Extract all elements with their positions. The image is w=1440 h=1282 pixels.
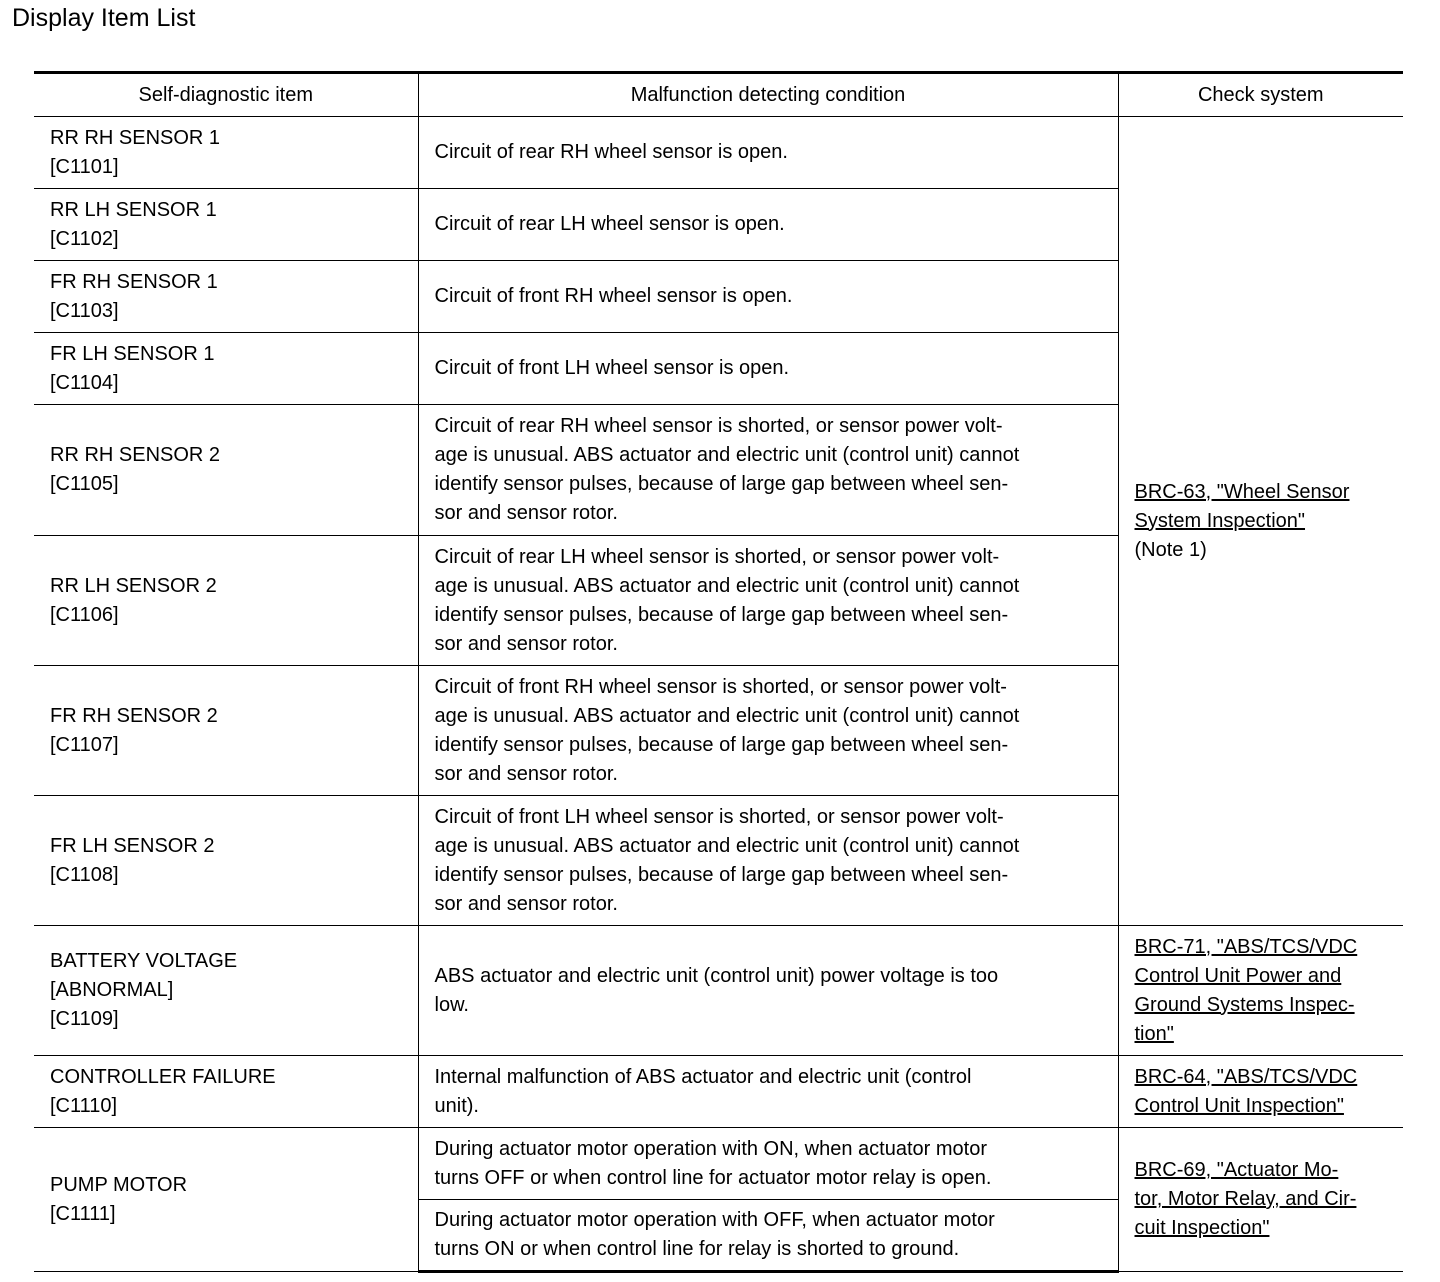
text-line: [C1104] (50, 371, 119, 394)
text-line: FR RH SENSOR 2 (50, 704, 218, 727)
check-system (1118, 1128, 1403, 1272)
link-line[interactable]: tion" (1134, 1022, 1174, 1045)
malfunction-condition (418, 1056, 1118, 1128)
malfunction-condition (418, 1200, 1118, 1272)
text-line: sor and sensor rotor. (434, 502, 618, 524)
text-line: [C1106] (50, 603, 119, 626)
link-line[interactable]: BRC-64, "ABS/TCS/VDC (1134, 1065, 1358, 1088)
text-line: [C1105] (50, 473, 119, 495)
check-system (1118, 117, 1403, 926)
table-header-row (34, 73, 1403, 117)
text-line: RR RH SENSOR 1 (50, 126, 221, 149)
text-line: [C1108] (50, 863, 119, 886)
self-diagnostic-item (34, 926, 418, 1056)
text-line: Circuit of rear RH wheel sensor is shorted, or sensor power volt- (434, 415, 1003, 437)
malfunction-condition (418, 189, 1118, 261)
text-line: sor and sensor rotor. (434, 762, 618, 785)
text-line: [ABNORMAL] (50, 979, 174, 1001)
text-line: identify sensor pulses, because of large gap between wheel sen- (434, 863, 1009, 886)
text-line: Circuit of rear RH wheel sensor is open. (434, 141, 788, 163)
text-line: PUMP MOTOR (50, 1173, 188, 1196)
text-line: RR LH SENSOR 1 (50, 198, 217, 221)
self-diagnostic-item (34, 1128, 418, 1272)
text-line: [C1110] (50, 1094, 118, 1117)
self-diagnostic-item (34, 666, 418, 796)
text-line: age is unusual. ABS actuator and electric unit (control unit) cannot (434, 444, 1020, 466)
self-diagnostic-item (34, 189, 418, 261)
text-line: [C1111] (50, 1202, 116, 1225)
text-line: age is unusual. ABS actuator and electric unit (control unit) cannot (434, 834, 1020, 857)
text-line: [C1109] (50, 1008, 119, 1030)
text-line: Internal malfunction of ABS actuator and electric unit (control (434, 1065, 972, 1088)
link-line[interactable]: System Inspection" (1134, 509, 1306, 532)
text-line: sor and sensor rotor. (434, 632, 618, 655)
link-line[interactable]: Control Unit Power and (1134, 964, 1342, 987)
text-line: [C1107] (50, 733, 119, 756)
self-diagnostic-item (34, 1056, 418, 1128)
display-item-table (34, 71, 1403, 1273)
link-line[interactable]: BRC-63, "Wheel Sensor (1134, 480, 1350, 503)
text-line: age is unusual. ABS actuator and electric unit (control unit) cannot (434, 704, 1020, 727)
malfunction-condition (418, 796, 1118, 926)
text-line: turns ON or when control line for relay is shorted to ground. (434, 1238, 960, 1260)
text-line: identify sensor pulses, because of large gap between wheel sen- (434, 733, 1009, 756)
text-line: FR LH SENSOR 2 (50, 834, 215, 857)
text-line: age is unusual. ABS actuator and electric unit (control unit) cannot (434, 574, 1020, 597)
table-row (34, 1056, 1403, 1128)
self-diagnostic-item (34, 261, 418, 333)
self-diagnostic-item (34, 536, 418, 666)
text-line: Circuit of rear LH wheel sensor is open. (434, 213, 785, 235)
text-line: RR LH SENSOR 2 (50, 574, 217, 597)
text-line: FR RH SENSOR 1 (50, 270, 218, 293)
self-diagnostic-item (34, 405, 418, 536)
text-line: Circuit of front RH wheel sensor is shorted, or sensor power volt- (434, 675, 1007, 698)
text-line: During actuator motor operation with OFF, when actuator motor (434, 1209, 995, 1231)
text-line: unit). (434, 1094, 479, 1117)
text-line: identify sensor pulses, because of large gap between wheel sen- (434, 603, 1009, 626)
text-line: Circuit of front RH wheel sensor is open. (434, 285, 793, 307)
text-line: FR LH SENSOR 1 (50, 342, 215, 365)
note: (Note 1) (1134, 538, 1207, 561)
text-line: Circuit of front LH wheel sensor is shorted, or sensor power volt- (434, 805, 1004, 828)
header-check-system: Check system (1118, 73, 1403, 117)
table-row (34, 926, 1403, 1056)
text-line: turns OFF or when control line for actuator motor relay is open. (434, 1166, 992, 1189)
malfunction-condition (418, 333, 1118, 405)
text-line: CONTROLLER FAILURE (50, 1065, 276, 1088)
header-self-diagnostic-item: Self-diagnostic item (34, 73, 418, 117)
text-line: RR RH SENSOR 2 (50, 444, 221, 466)
page-title: Display Item List (12, 4, 196, 32)
text-line: ABS actuator and electric unit (control unit) power voltage is too (434, 964, 999, 987)
link-line[interactable]: tor, Motor Relay, and Cir- (1134, 1188, 1357, 1210)
link-line[interactable]: BRC-71, "ABS/TCS/VDC (1134, 935, 1358, 958)
text-line: low. (434, 993, 469, 1016)
malfunction-condition (418, 1128, 1118, 1200)
text-line: [C1102] (50, 227, 119, 250)
malfunction-condition (418, 117, 1118, 189)
text-line: [C1101] (50, 155, 119, 178)
text-line: BATTERY VOLTAGE (50, 950, 238, 972)
link-line[interactable]: BRC-69, "Actuator Mo- (1134, 1159, 1339, 1181)
table-row (34, 117, 1403, 189)
link-line[interactable]: cuit Inspection" (1134, 1217, 1270, 1239)
text-line: Circuit of front LH wheel sensor is open. (434, 357, 790, 379)
text-line: [C1103] (50, 299, 119, 322)
check-system (1118, 926, 1403, 1056)
malfunction-condition (418, 261, 1118, 333)
malfunction-condition (418, 926, 1118, 1056)
malfunction-condition (418, 666, 1118, 796)
link-line[interactable]: Ground Systems Inspec- (1134, 993, 1355, 1016)
text-line: sor and sensor rotor. (434, 892, 618, 915)
link-line[interactable]: Control Unit Inspection" (1134, 1094, 1344, 1117)
malfunction-condition (418, 405, 1118, 536)
text-line: identify sensor pulses, because of large gap between wheel sen- (434, 473, 1009, 495)
text-line: During actuator motor operation with ON, when actuator motor (434, 1137, 987, 1160)
text-line: Circuit of rear LH wheel sensor is shorted, or sensor power volt- (434, 545, 1000, 568)
self-diagnostic-item (34, 333, 418, 405)
check-system (1118, 1056, 1403, 1128)
malfunction-condition (418, 536, 1118, 666)
self-diagnostic-item (34, 117, 418, 189)
header-malfunction-condition: Malfunction detecting condition (418, 73, 1118, 117)
self-diagnostic-item (34, 796, 418, 926)
table-row (34, 1128, 1403, 1200)
